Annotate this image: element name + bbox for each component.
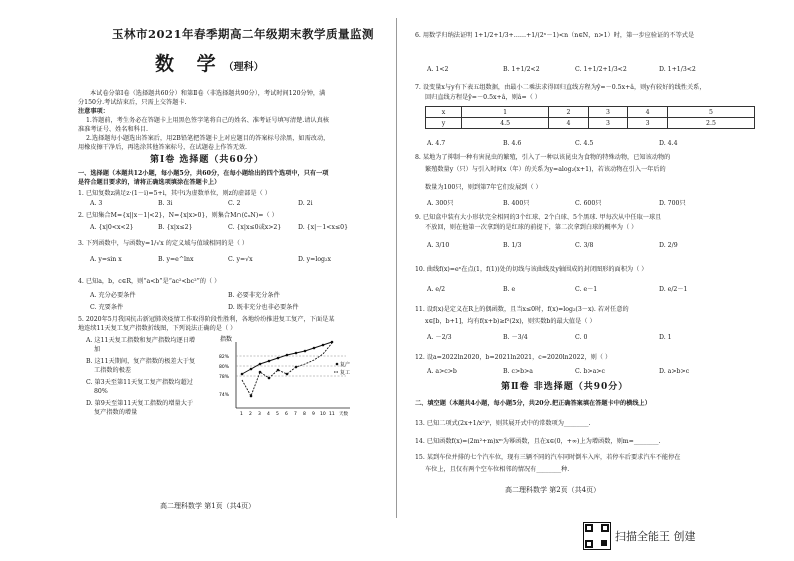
table-row (426, 107, 755, 118)
notice-heading: 注意事项： (78, 108, 109, 115)
q3-stem: 3. 下列函数中，与函数y=1/√x 的定义域与值域相同的是（ ） (78, 240, 249, 247)
notice-1b: 准准考证号、姓名和科目. (78, 126, 149, 133)
table-cell: 3 (628, 118, 668, 129)
chart-x-tick: 5 (276, 412, 279, 417)
chart-point (322, 344, 325, 347)
q13-stem: 13. 已知二项式(2x+1/x²)⁵，则其展开式中的常数项为________. (415, 420, 591, 427)
table-cell: y (426, 118, 462, 129)
q5-option: A. 这11天复工指数和复产指数均逐日增 (86, 337, 196, 344)
q1-option: C. 2 (228, 200, 241, 207)
legend-fugong: 复工 (340, 370, 351, 376)
q7-option: A. 4.7 (427, 140, 446, 147)
q4-stem: 4. 已知a，b，c∈R，则“a<b”是“ac²<bc²”的（ ） (78, 278, 221, 285)
table-cell: 2.5 (667, 118, 754, 129)
q11-option: B. －3/4 (503, 334, 528, 341)
q8-stem-c: 数量为100只，则到第7年它们发展到（ ） (425, 184, 542, 191)
part-1-instr-a: 一、选择题（本题共12小题，每小题5分，共60分，在每小题给出的四个选项中，只有一项 (78, 170, 329, 177)
right-page (397, 0, 794, 561)
notice-1a: 1.答题前，考生务必在答题卡上用黑色签字笔将自己的姓名、准考证号填写清楚.请认真核 (86, 117, 329, 124)
q8-option: D. 700只 (659, 200, 686, 207)
q8-option: A. 300只 (427, 200, 454, 207)
chart-y-tick: 82% (219, 355, 230, 360)
chart-point (277, 357, 280, 360)
q5-option: D. 第9天至第11天复工指数的增量大于 (86, 400, 194, 407)
q5-option: 工指数的极差 (94, 367, 132, 374)
q8-stem-a: 8. 某地为了抑制一种有害昆虫的繁殖，引入了一种以该昆虫为食物的特殊动物，已知该动物的 (415, 154, 671, 161)
chart-point (331, 341, 334, 344)
q5-option: 加 (94, 346, 101, 353)
table-cell: 1 (462, 107, 549, 118)
q1-option: B. 3i (158, 200, 173, 207)
q4-option: C. 充要条件 (90, 304, 124, 311)
q7-stem-b: 回归直线方程是ŷ=－0.5x+â，则â=（ ） (425, 94, 541, 101)
qr-finder (585, 540, 593, 548)
q5-stem-b: 地连续11天复工复产指数折线图，下列说法正确的是（ ） (78, 325, 237, 332)
section-1-heading: 第Ⅰ卷 选择题（共60分） (150, 155, 264, 165)
chart-point (259, 363, 262, 366)
legend-fuchan: 复产 (340, 362, 351, 368)
chart-point (268, 360, 271, 363)
q8-option: C. 600只 (575, 200, 602, 207)
qr-code-icon (583, 522, 611, 550)
q8-option: B. 400只 (503, 200, 530, 207)
q6-stem: 6. 用数学归纳法证明 1+1/2+1/3+……+1/(2ⁿ－1)<n（n∈N，n>1）时，第一步应验证的不等式是 (415, 32, 695, 39)
chart-point (304, 350, 307, 353)
intro-line-1: 本试卷分第Ⅰ卷（选择题共60分）和第Ⅱ卷（非选择题共90分），考试时间120分钟，满 (90, 90, 326, 97)
q6-option: A. 1<2 (427, 66, 449, 73)
q7-option: B. 4.6 (503, 140, 522, 147)
subject-heading (155, 54, 264, 78)
chart-point (295, 352, 298, 355)
q9-option: A. 3/10 (427, 242, 450, 249)
q15-stem-a: 15. 某到车位并排的七个汽车位，现有三辆不同的汽车同时倒车入库，若停车后要求汽车不能停在 (415, 454, 681, 461)
table-cell: 3 (588, 107, 628, 118)
q2-option: A. {x|0<x<2} (90, 224, 134, 231)
chart-x-tick: 4 (267, 412, 270, 417)
table-cell: 5 (667, 107, 754, 118)
chart-x-tick: 11 (329, 412, 335, 417)
q7-option: C. 4.5 (575, 140, 594, 147)
section-2-heading: 第Ⅱ卷 非选择题（共90分） (501, 382, 629, 392)
q8-stem-b: 繁殖数量y（只）与引入时间x（年）的关系为y=alog₂(x+1)，若该动物在引入一年后的 (425, 166, 666, 173)
chart-x-tick: 8 (303, 412, 306, 417)
chart-point (286, 373, 289, 376)
table-cell: x (426, 107, 462, 118)
table-cell: 4 (628, 107, 668, 118)
chart-series-fuchan (242, 342, 332, 374)
intro-line-2: 分150分.考试结束后，只需上交答题卡. (78, 99, 187, 106)
chart-x-tick: 1 (240, 412, 243, 417)
q3-option: C. y=√x (228, 256, 253, 263)
q5-option: 复产指数的增量 (94, 409, 138, 416)
q9-stem-a: 9. 已知盒中装有大小形状完全相同的3个红球、2个白球、5个黑球. 甲每次从中任取一球且 (415, 214, 662, 221)
q9-option: B. 1/3 (503, 242, 522, 249)
q5-option: B. 这11天期间，复产指数的极差大于复 (86, 358, 196, 365)
q7-option: D. 4.4 (659, 140, 678, 147)
q5-option: 80% (94, 388, 108, 395)
q12-option: D. a>b>c (659, 368, 690, 375)
q12-option: A. a>c>b (427, 368, 457, 375)
q11-stem-b: x∈[b，b+1]，均有f(x+b)≥f²(2x)，则实数b的最大值是（ ） (425, 318, 596, 325)
q4-option: A. 充分必要条件 (90, 292, 136, 299)
q3-option: B. y=e^lnx (158, 256, 194, 263)
notice-2a: 2.选择题每小题选出答案后，用2B铅笔把答题卡上对应题目的答案标号涂黑，如需改动， (86, 135, 330, 142)
chart-point (313, 347, 316, 350)
subject-tag: （理科） (223, 62, 264, 73)
table-row (426, 118, 755, 129)
q9-option: C. 3/8 (575, 242, 594, 249)
q10-stem: 10. 曲线f(x)=eˣ在点(1，f(1))处的切线与该曲线及y轴围成的封闭图形的面积为（ ） (415, 266, 648, 273)
qr-finder (601, 524, 609, 532)
chart-x-tick: 6 (285, 412, 288, 417)
chart-y-tick: 80% (219, 365, 230, 370)
qr-finder (585, 524, 593, 532)
q6-option: B. 1+1/2<2 (503, 66, 540, 73)
q1-option: A. 3 (90, 200, 103, 207)
chart-x-tick: 10 (320, 412, 326, 417)
chart-points (241, 341, 334, 398)
table-cell: 2 (549, 107, 589, 118)
q1-option: D. 2i (298, 200, 313, 207)
chart-point (259, 371, 262, 374)
q5-option: C. 第3天至第11天复工复产指数均超过 (86, 379, 193, 386)
qr-module (601, 540, 607, 546)
q2-option: B. {x|x≤2} (158, 224, 193, 231)
scanner-watermark: 扫描全能王 创建 (615, 530, 696, 543)
q1-stem: 1. 已知复数z满足z·(1－i)=5+i，其中i为虚数单位，则z的虚部是（ ） (78, 190, 271, 197)
q7-data-table (425, 106, 755, 129)
chart-point (268, 377, 271, 380)
chart-point (241, 373, 244, 376)
q14-stem: 14. 已知函数f(x)=(2m²+m)xᵐ为幂函数，且在x∈(0，+∞)上为增函数，则m=________. (415, 438, 661, 445)
chart-y-tick: 78% (219, 375, 230, 380)
chart-point (250, 395, 253, 398)
chart-point (277, 369, 280, 372)
chart-point (286, 354, 289, 357)
q6-option: C. 1+1/2+1/3<2 (575, 66, 627, 73)
q5-stem-a: 5. 2020年5月我国抗击新冠肺炎疫情工作取得阶段性胜利，各地纷纷推进复工复产，下面是某 (78, 316, 335, 323)
subject-name: 数 学 (155, 53, 224, 75)
table-cell: 4 (549, 118, 589, 129)
chart-series-fugong (242, 343, 332, 396)
q12-option: C. b>a>c (575, 368, 605, 375)
q5-line-chart (218, 334, 358, 418)
q12-stem: 12. 设a=2022ln2020，b=2021ln2021，c=2020ln2022，则（ ） (415, 354, 612, 361)
chart-point (295, 366, 298, 369)
chart-x-tick: 7 (294, 412, 297, 417)
part-2-instr: 二、填空题（本题共4小题，每小题5分，共20分.把正确答案填在答题卡中的横线上） (415, 400, 651, 407)
table-cell: 4.5 (462, 118, 549, 129)
table-cell: 3 (588, 118, 628, 129)
q3-option: A. y=sin x (90, 256, 122, 263)
q10-option: A. e/2 (427, 286, 446, 293)
right-footer: 高二理科数学 第2页（共4页） (505, 486, 601, 494)
q9-option: D. 2/9 (659, 242, 678, 249)
q4-option: D. 既非充分也非必要条件 (228, 304, 299, 311)
q9-stem-b: 不放回，则在他第一次拿到的是红球的前提下，第二次拿到白球的概率为（ ） (425, 224, 638, 231)
q10-option: D. e/2－1 (659, 286, 688, 293)
q15-stem-b: 车位上，且仅有两个空车位相邻的情况有________种. (425, 466, 570, 473)
exam-title: 玉林市2021年春季期高二年级期末教学质量监测 (112, 27, 375, 41)
q11-option: A. －2/3 (427, 334, 452, 341)
left-footer: 高二理科数学 第1页（共4页） (160, 502, 256, 510)
q4-option: B. 必要非充分条件 (228, 292, 280, 299)
legend-marker-fuchan (336, 363, 339, 366)
q11-option: D. 1 (659, 334, 672, 341)
q2-stem: 2. 已知集合M={x||x－1|<2}，N={x|x>0}，则集合M∩(∁ᵤN)=（ ） (78, 212, 278, 219)
chart-y-tick: 74% (219, 393, 230, 398)
chart-x-unit: 天数 (339, 412, 348, 417)
q3-option: D. y=log₂x (298, 256, 331, 263)
q6-option: D. 1+1/3<2 (659, 66, 696, 73)
chart-x-tick: 2 (249, 412, 252, 417)
q2-option: C. {x|x≤0或x>2} (228, 224, 282, 231)
q10-option: B. e (503, 286, 516, 293)
q11-stem-a: 11. 设f(x)是定义在R上的偶函数，且当x≤0时，f(x)=log₂(3－x). 若对任意的 (415, 306, 629, 313)
q10-option: C. e－1 (575, 286, 598, 293)
chart-x-tick: 3 (258, 412, 261, 417)
q2-option: D. {x|－1<x≤0} (298, 224, 349, 231)
q11-option: C. 0 (575, 334, 588, 341)
q7-stem-a: 7. 设变量x与y有下表五组数据，由最小二乘法求得回归直线方程为ŷ=－0.5x+â，则y有较好的线性关系， (415, 84, 706, 91)
q12-option: B. c>b>a (503, 368, 533, 375)
part-1-instr-b: 是符合题目要求的，请将正确选项填涂在答题卡上） (78, 179, 221, 186)
chart-y-label: 指数 (220, 336, 233, 343)
chart-x-tick: 9 (312, 412, 315, 417)
notice-2b: 用橡皮擦干净后，再选涂其他答案标号，在试题卷上作答无效. (78, 144, 248, 151)
chart-point (250, 368, 253, 371)
